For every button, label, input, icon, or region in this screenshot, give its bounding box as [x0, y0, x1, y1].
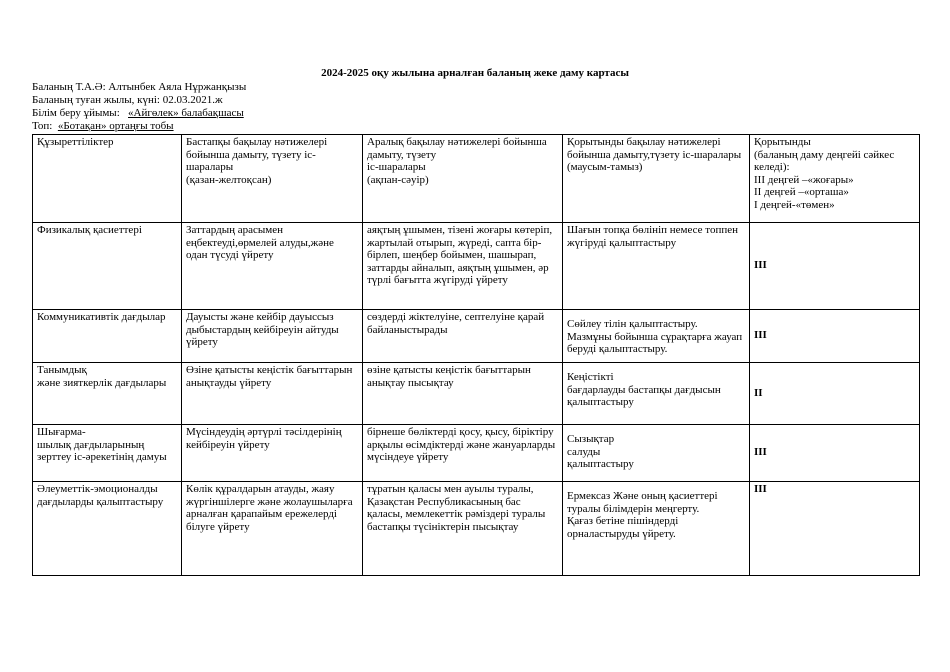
- table-row: [33, 425, 920, 482]
- table-row: [33, 223, 920, 310]
- level-cell: III: [750, 223, 920, 310]
- header-final: Қорытынды бақылау нәтижелері бойынша дамыту,түзету іс-шаралары (маусым-тамыз): [563, 135, 750, 223]
- child-name-line: [32, 81, 246, 94]
- table-row: [33, 310, 920, 363]
- level-cell: II: [750, 363, 920, 425]
- interim-cell: тұратын қаласы мен ауылы туралы, Қазақстан Республикасының бас қаласы, мемлекеттік рәміздері туралы бастапқы түсініктерін пысықтау: [363, 482, 563, 576]
- org-line: [32, 107, 244, 120]
- final-cell: Кеңістікті бағдарлауды бастапқы дағдысын қалыптастыру: [563, 363, 750, 425]
- level-cell: III: [750, 310, 920, 363]
- table-row: [33, 482, 920, 576]
- org-value: «Айгөлек» балабақшасы: [128, 107, 244, 119]
- org-label: Білім беру ұйымы:: [32, 107, 120, 119]
- competency-cell: Әлеуметтік-эмоционалды дағдыларды қалыптастыру: [33, 482, 182, 576]
- competency-cell: Шығарма- шылық дағдыларының зерттеу іс-әрекетінің дамуы: [33, 425, 182, 482]
- group-label: Топ:: [32, 120, 53, 132]
- birth-value: 02.03.2021.ж: [162, 94, 223, 106]
- birth-line: [32, 94, 223, 107]
- initial-cell: Мүсіндеудің әртүрлі тәсілдерінің кейбіреуін үйрету: [182, 425, 363, 482]
- interim-cell: сөздерді жіктелуіне, септелуіне қарай байланыстырады: [363, 310, 563, 363]
- birth-label: Баланың туған жылы, күні:: [32, 94, 160, 106]
- header-initial: Бастапқы бақылау нәтижелері бойынша дамыту, түзету іс-шаралары (қазан-желтоқсан): [182, 135, 363, 223]
- initial-cell: Заттардың арасымен еңбектеуді,өрмелей алуды,және одан түсуді үйрету: [182, 223, 363, 310]
- competency-cell: Коммуникативтік дағдылар: [33, 310, 182, 363]
- child-name-label: Баланың Т.А.Ә:: [32, 81, 106, 93]
- header-competency: Құзыреттіліктер: [33, 135, 182, 223]
- final-cell: Сызықтар салуды қалыптастыру: [563, 425, 750, 482]
- final-cell: Ермексаз Және оның қасиеттері туралы білімдерін меңгерту. Қағаз бетіне пішіндерді орналастыруды үйрету.: [563, 482, 750, 576]
- final-cell: Сөйлеу тілін қалыптастыру. Мазмұны бойынша сұрақтарға жауап беруді қалыптастыру.: [563, 310, 750, 363]
- header-interim: Аралық бақылау нәтижелері бойынша дамыту, түзету іс-шаралары (ақпан-сәуір): [363, 135, 563, 223]
- group-line: [32, 120, 174, 133]
- level-cell: III: [750, 482, 920, 576]
- interim-cell: өзіне қатысты кеңістік бағыттарын анықтау пысықтау: [363, 363, 563, 425]
- interim-cell: аяқтың ұшымен, тізені жоғары көтеріп, жартылай отырып, жүреді, сапта бір-бірлеп, шеңбер бойымен, шашырап, заттарды айналып, аяқтың ұшымен, әр түрлі бағытта жүгіруді үйрету: [363, 223, 563, 310]
- group-value: «Ботақан» ортаңғы тобы: [57, 120, 174, 132]
- child-name-value: Алтынбек Аяла Нұржанқызы: [108, 81, 247, 93]
- header-result: Қорытынды (баланың даму деңгейі сәйкес келеді): III деңгей –«жоғары» II деңгей –«орташа» I деңгей-«төмен»: [750, 135, 920, 223]
- initial-cell: Көлік құралдарын атауды, жаяу жүргіншілерге және жолаушыларға арналған қарапайым ережелерді білуге үйрету: [182, 482, 363, 576]
- initial-cell: Өзіне қатысты кеңістік бағыттарын анықтауды үйрету: [182, 363, 363, 425]
- level-cell: III: [750, 425, 920, 482]
- initial-cell: Дауысты және кейбір дауыссыз дыбыстардың кейбіреуін айтуды үйрету: [182, 310, 363, 363]
- document-title: 2024-2025 оқу жылына арналған баланың жеке даму картасы: [321, 67, 629, 79]
- table-header-row: [33, 135, 920, 223]
- development-table: [32, 134, 920, 576]
- table-row: [33, 363, 920, 425]
- interim-cell: бірнеше бөліктерді қосу, қысу, біріктіру арқылы өсімдіктерді және жануарларды мүсіндеуе үйрету: [363, 425, 563, 482]
- competency-cell: Танымдық және зияткерлік дағдылары: [33, 363, 182, 425]
- competency-cell: Физикалық қасиеттері: [33, 223, 182, 310]
- final-cell: Шағын топқа бөлініп немесе топпен жүгіруді қалыптастыру: [563, 223, 750, 310]
